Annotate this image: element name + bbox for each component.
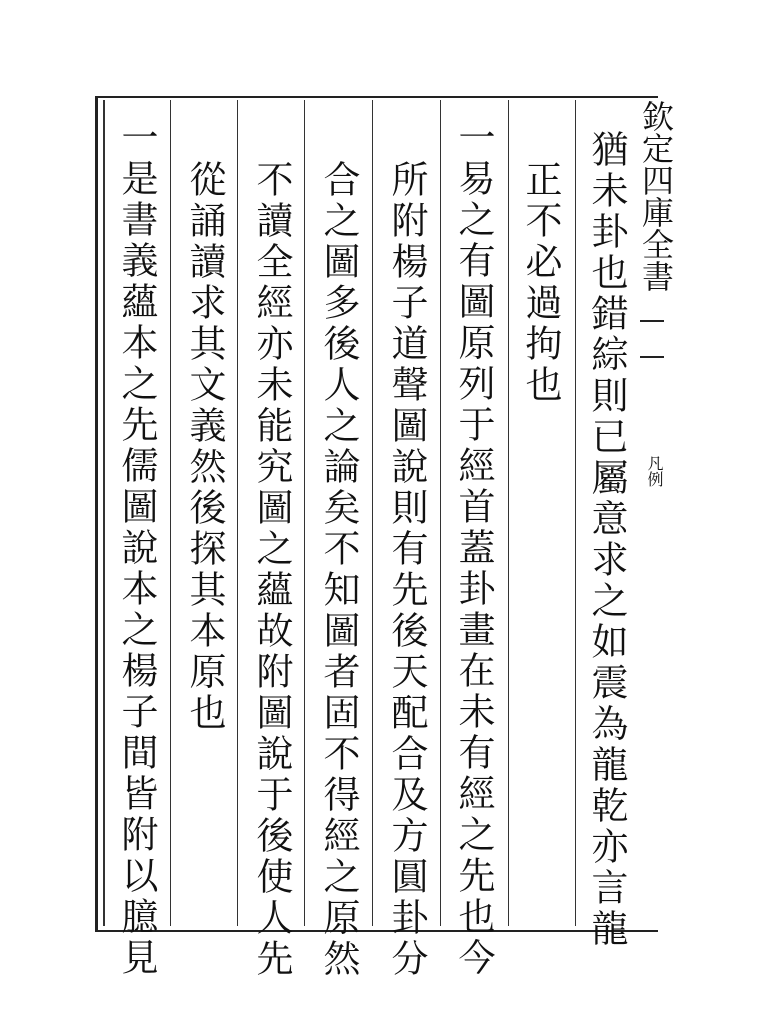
column-rule [170, 100, 171, 926]
text-column-7: 從誦讀求其文義然後探其本原也 [183, 160, 226, 734]
text-column-4: 所附楊子道聲圖說則有先後天配合及方圓卦分 [385, 160, 428, 980]
page-border-inner-line [103, 100, 105, 926]
column-rule [304, 100, 305, 926]
text-column-6: 不讀全經亦未能究圖之蘊故附圖說于後使人先 [250, 160, 293, 980]
page-border [95, 96, 658, 932]
section-label: 凡例 [645, 455, 664, 487]
fishtail-mark [640, 320, 664, 358]
text-column-8: 一是書義蘊本之先儒圖說本之楊子間皆附以臆見 [115, 118, 158, 979]
column-rule [237, 100, 238, 926]
text-column-3: 一易之有圖原列于經首蓋卦畫在未有經之先也今 [452, 118, 495, 979]
column-rule [440, 100, 441, 926]
column-rule [372, 100, 373, 926]
text-column-5: 合之圖多後人之論矣不知圖者固不得經之原然 [317, 160, 360, 980]
book-title: 欽定四庫全書 [637, 100, 675, 292]
column-rule [508, 100, 509, 926]
column-rule [575, 100, 576, 926]
text-column-2: 正不必過拘也 [519, 160, 562, 406]
text-column-1: 猶未卦也錯綜則已屬意求之如震為龍乾亦言龍 [585, 130, 628, 950]
